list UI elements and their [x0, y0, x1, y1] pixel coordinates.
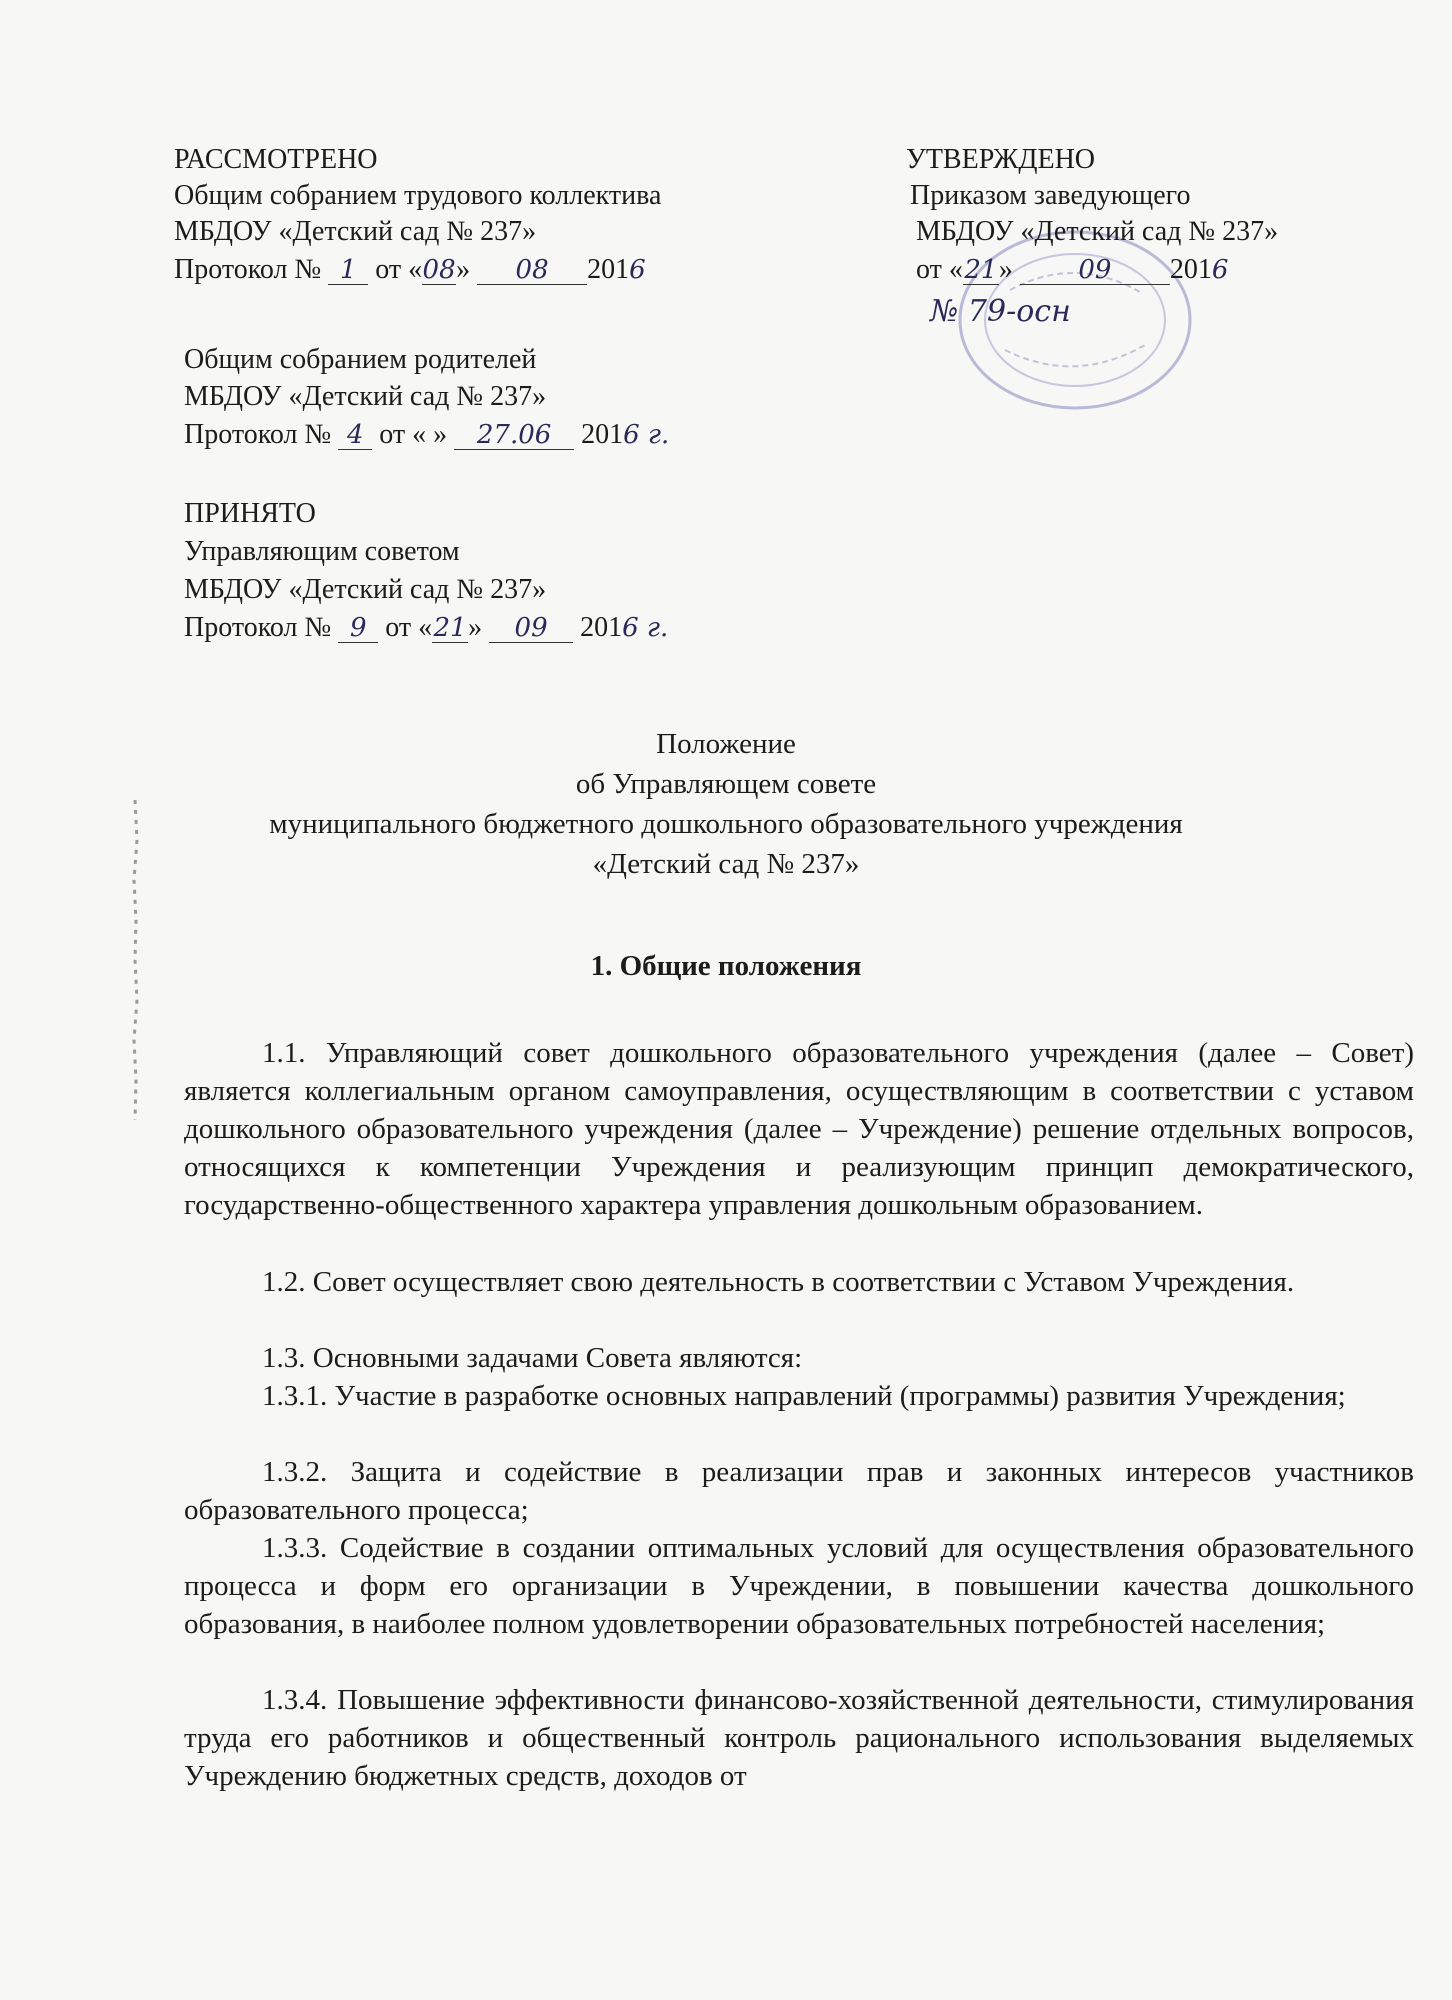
doc-subtitle: об Управляющем совете: [575, 768, 877, 800]
paragraph: 1.1. Управляющий совет дошкольного образовательного учреждения (далее – Совет) является коллегиальным органом самоуправления, осуществляющим в соответствии с уставом дошкольного образовательного учреждения (далее – Учреждение) решение отдельных вопросов, относящихся к компетенции Учреждения и реализующим принцип демократического, государственно-общественного характера управления дошкольным образованием.: [184, 1037, 1414, 1221]
paragraph: 1.3.4. Повышение эффективности финансово-хозяйственной деятельности, стимулирования труда его работников и общественный контроль рационального использования выделяемых Учреждению бюджетных средств, доходов от: [184, 1684, 1414, 1792]
protocol-line-2: Протокол № 4 от « » 27.06 2016 г.: [184, 419, 670, 450]
protocol-month: 09: [489, 614, 573, 643]
protocol-line-3: Протокол № 9 от «21» 09 2016 г.: [184, 612, 669, 643]
council-label: Управляющим советом: [184, 536, 460, 567]
protocol-number: 9: [338, 614, 378, 643]
approved-label: УТВЕРЖДЕНО: [906, 144, 1096, 175]
order-day: 21: [964, 255, 998, 285]
paragraph: 1.2. Совет осуществляет свою деятельность в соответствии с Уставом Учреждения.: [262, 1266, 1295, 1298]
considered-label: РАССМОТРЕНО: [174, 144, 378, 175]
protocol-line-1: Протокол № 1 от «08» 08 2016: [174, 254, 646, 285]
institution-name: МБДОУ «Детский сад № 237»: [174, 216, 537, 247]
paragraph: 1.3.3. Содействие в создании оптимальных условий для осуществления образовательного процесса и форм его организации в Учреждении, в повышении качества дошкольного образования, в наиболее полном удовлетворении образовательных потребностей населения;: [184, 1532, 1414, 1640]
doc-subtitle-name: «Детский сад № 237»: [592, 848, 860, 880]
institution-name: МБДОУ «Детский сад № 237»: [916, 216, 1279, 247]
head-order-label: Приказом заведующего: [910, 180, 1191, 211]
protocol-number: 1: [328, 256, 368, 285]
parents-meeting-label: Общим собранием родителей: [184, 344, 537, 375]
doc-subtitle-institution: муниципального бюджетного дошкольного образовательного учреждения: [269, 808, 1183, 840]
order-month: 09: [1020, 256, 1170, 285]
paragraph: 1.3.1. Участие в разработке основных направлений (программы) развития Учреждения;: [262, 1380, 1346, 1412]
staff-meeting-label: Общим собранием трудового коллектива: [174, 180, 662, 211]
protocol-month: 08: [477, 256, 587, 285]
institution-name: МБДОУ «Детский сад № 237»: [184, 574, 547, 605]
protocol-day: 08: [422, 255, 456, 285]
section-heading: 1. Общие положения: [590, 950, 862, 982]
protocol-number: 4: [338, 421, 372, 450]
doc-title: Положение: [656, 728, 796, 760]
paragraph: 1.3.2. Защита и содействие в реализации прав и законных интересов участников образовательного процесса;: [184, 1456, 1414, 1526]
accepted-label: ПРИНЯТО: [184, 498, 316, 529]
protocol-day: 21: [433, 613, 467, 643]
paragraph: 1.3. Основными задачами Совета являются:: [262, 1342, 803, 1374]
order-number-handwritten: № 79-осн: [930, 294, 1071, 329]
order-date-line: от «21» 09 2016: [916, 254, 1229, 285]
institution-name: МБДОУ «Детский сад № 237»: [184, 381, 547, 412]
protocol-month: 27.06: [454, 421, 574, 450]
